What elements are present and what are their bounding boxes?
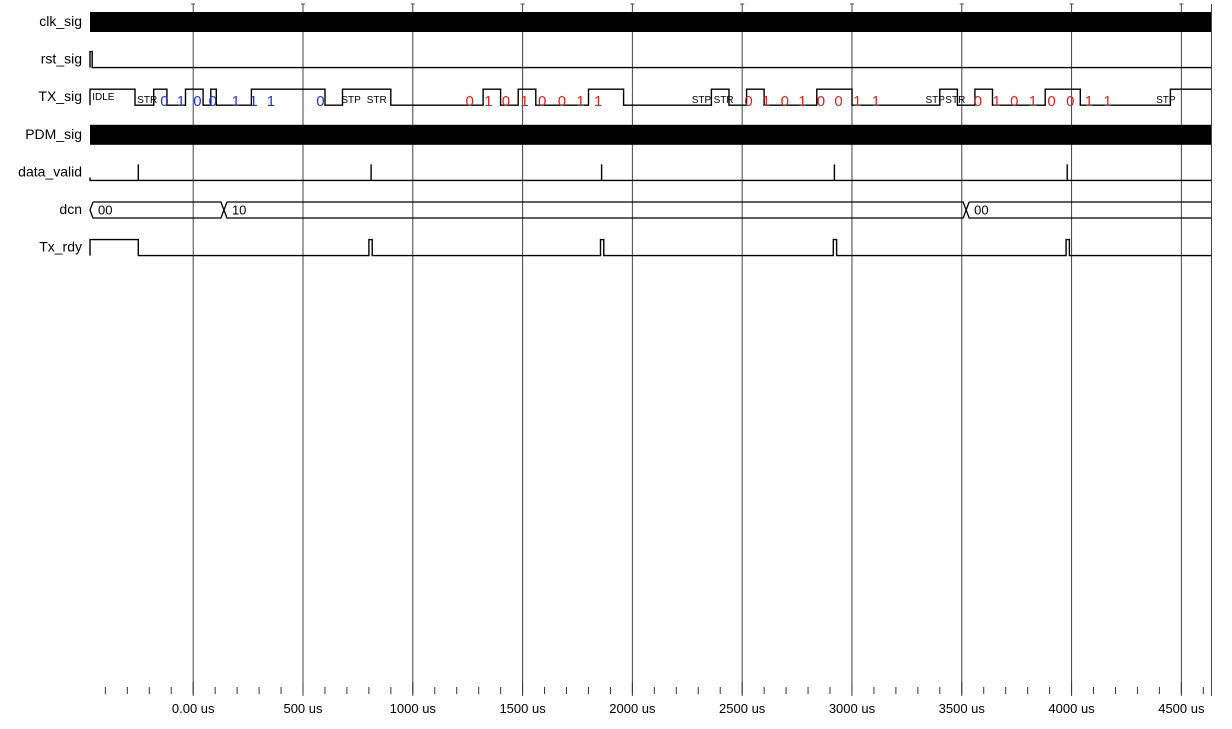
trace-rst_sig bbox=[90, 52, 1211, 68]
tx-annotation-31: STR bbox=[945, 95, 966, 107]
tx-annotation-36: 0 bbox=[1047, 93, 1056, 111]
signal-label-TX_sig: TX_sig bbox=[38, 88, 82, 105]
trace-clk_sig bbox=[90, 12, 1211, 32]
axis-label-2500: 2500 us bbox=[719, 701, 766, 716]
tx-annotation-28: 1 bbox=[853, 93, 862, 111]
tx-annotation-5: 0 bbox=[208, 93, 217, 111]
tx-annotation-8: 1 bbox=[266, 93, 276, 111]
tx-annotation-6: 1 bbox=[231, 93, 240, 111]
tx-annotation-32: 0 bbox=[973, 93, 983, 111]
tx-annotation-19: 1 bbox=[594, 93, 603, 111]
tx-annotation-13: 1 bbox=[484, 93, 493, 111]
tx-annotation-40: STP bbox=[1156, 95, 1176, 107]
axis-label-1500: 1500 us bbox=[499, 701, 546, 716]
tx-annotation-18: 1 bbox=[576, 93, 585, 111]
tx-annotation-30: STP bbox=[925, 95, 945, 107]
tx-annotation-37: 0 bbox=[1066, 93, 1075, 111]
grid-lines bbox=[191, 4, 1211, 696]
tx-annotation-39: 1 bbox=[1103, 93, 1112, 111]
tx-annotation-11: STR bbox=[366, 95, 387, 107]
dcn-value-1: 10 bbox=[231, 202, 247, 218]
time-axis bbox=[105, 682, 1205, 716]
tx-annotation-34: 0 bbox=[1010, 93, 1019, 111]
tx-annotation-24: 0 bbox=[780, 93, 789, 111]
tx-annotation-0: IDLE bbox=[92, 92, 115, 104]
tx-annotation-14: 0 bbox=[501, 93, 511, 111]
tx-annotation-3: 1 bbox=[176, 93, 186, 111]
tx-annotation-21: STR bbox=[713, 95, 734, 107]
trace-Tx_rdy bbox=[90, 240, 1211, 256]
dcn-segment-1 bbox=[224, 202, 966, 218]
tx-annotation-16: 0 bbox=[538, 93, 547, 111]
tx-annotation-10: STP bbox=[341, 95, 361, 107]
tx-annotation-35: 1 bbox=[1028, 93, 1038, 111]
tx-annotation-38: 1 bbox=[1084, 93, 1094, 111]
tx-annotation-20: STP bbox=[691, 95, 712, 107]
signal-name-column bbox=[18, 13, 82, 255]
tx-annotation-22: 0 bbox=[744, 93, 753, 111]
signal-label-rst_sig: rst_sig bbox=[40, 50, 82, 67]
tx-annotation-17: 0 bbox=[557, 93, 567, 111]
axis-label-500: 500 us bbox=[283, 701, 323, 716]
axis-label-4500: 4500 us bbox=[1158, 701, 1205, 716]
dcn-value-2: 00 bbox=[974, 202, 989, 218]
axis-label-4000: 4000 us bbox=[1048, 701, 1095, 716]
tx-annotation-9: 0 bbox=[316, 93, 325, 111]
signal-label-Tx_rdy: Tx_rdy bbox=[39, 238, 82, 255]
tx-annotation-12: 0 bbox=[465, 93, 474, 111]
tx-annotation-7: 1 bbox=[249, 93, 258, 111]
axis-label-3500: 3500 us bbox=[938, 701, 985, 716]
axis-label-3000: 3000 us bbox=[828, 701, 876, 716]
axis-label-1000: 1000 us bbox=[389, 701, 436, 716]
tx-annotation-33: 1 bbox=[992, 93, 1001, 111]
signal-label-clk_sig: clk_sig bbox=[39, 13, 82, 29]
tx-bit-annotations bbox=[92, 92, 1176, 110]
trace-data_valid bbox=[90, 164, 1211, 180]
tx-annotation-23: 1 bbox=[761, 93, 771, 111]
tx-annotation-4: 0 bbox=[193, 93, 202, 111]
dcn-segment-2 bbox=[966, 202, 1211, 218]
signal-traces bbox=[90, 12, 1211, 256]
tx-annotation-15: 1 bbox=[520, 93, 529, 111]
tx-annotation-2: 0 bbox=[160, 93, 169, 111]
axis-label-2000: 2000 us bbox=[609, 701, 656, 716]
tx-annotation-27: 0 bbox=[834, 93, 843, 111]
signal-label-data_valid: data_valid bbox=[18, 163, 82, 180]
dcn-value-0: 00 bbox=[98, 202, 113, 218]
trace-TX_sig bbox=[90, 89, 1211, 105]
axis-label-0: 0.00 us bbox=[171, 701, 215, 716]
tx-annotation-29: 1 bbox=[871, 93, 881, 111]
tx-annotation-1: STR bbox=[137, 95, 158, 107]
signal-label-dcn: dcn bbox=[59, 201, 82, 217]
signal-label-PDM_sig: PDM_sig bbox=[25, 125, 82, 142]
tx-annotation-25: 1 bbox=[798, 93, 807, 111]
trace-PDM_sig bbox=[90, 125, 1211, 145]
tx-annotation-26: 0 bbox=[816, 93, 826, 111]
